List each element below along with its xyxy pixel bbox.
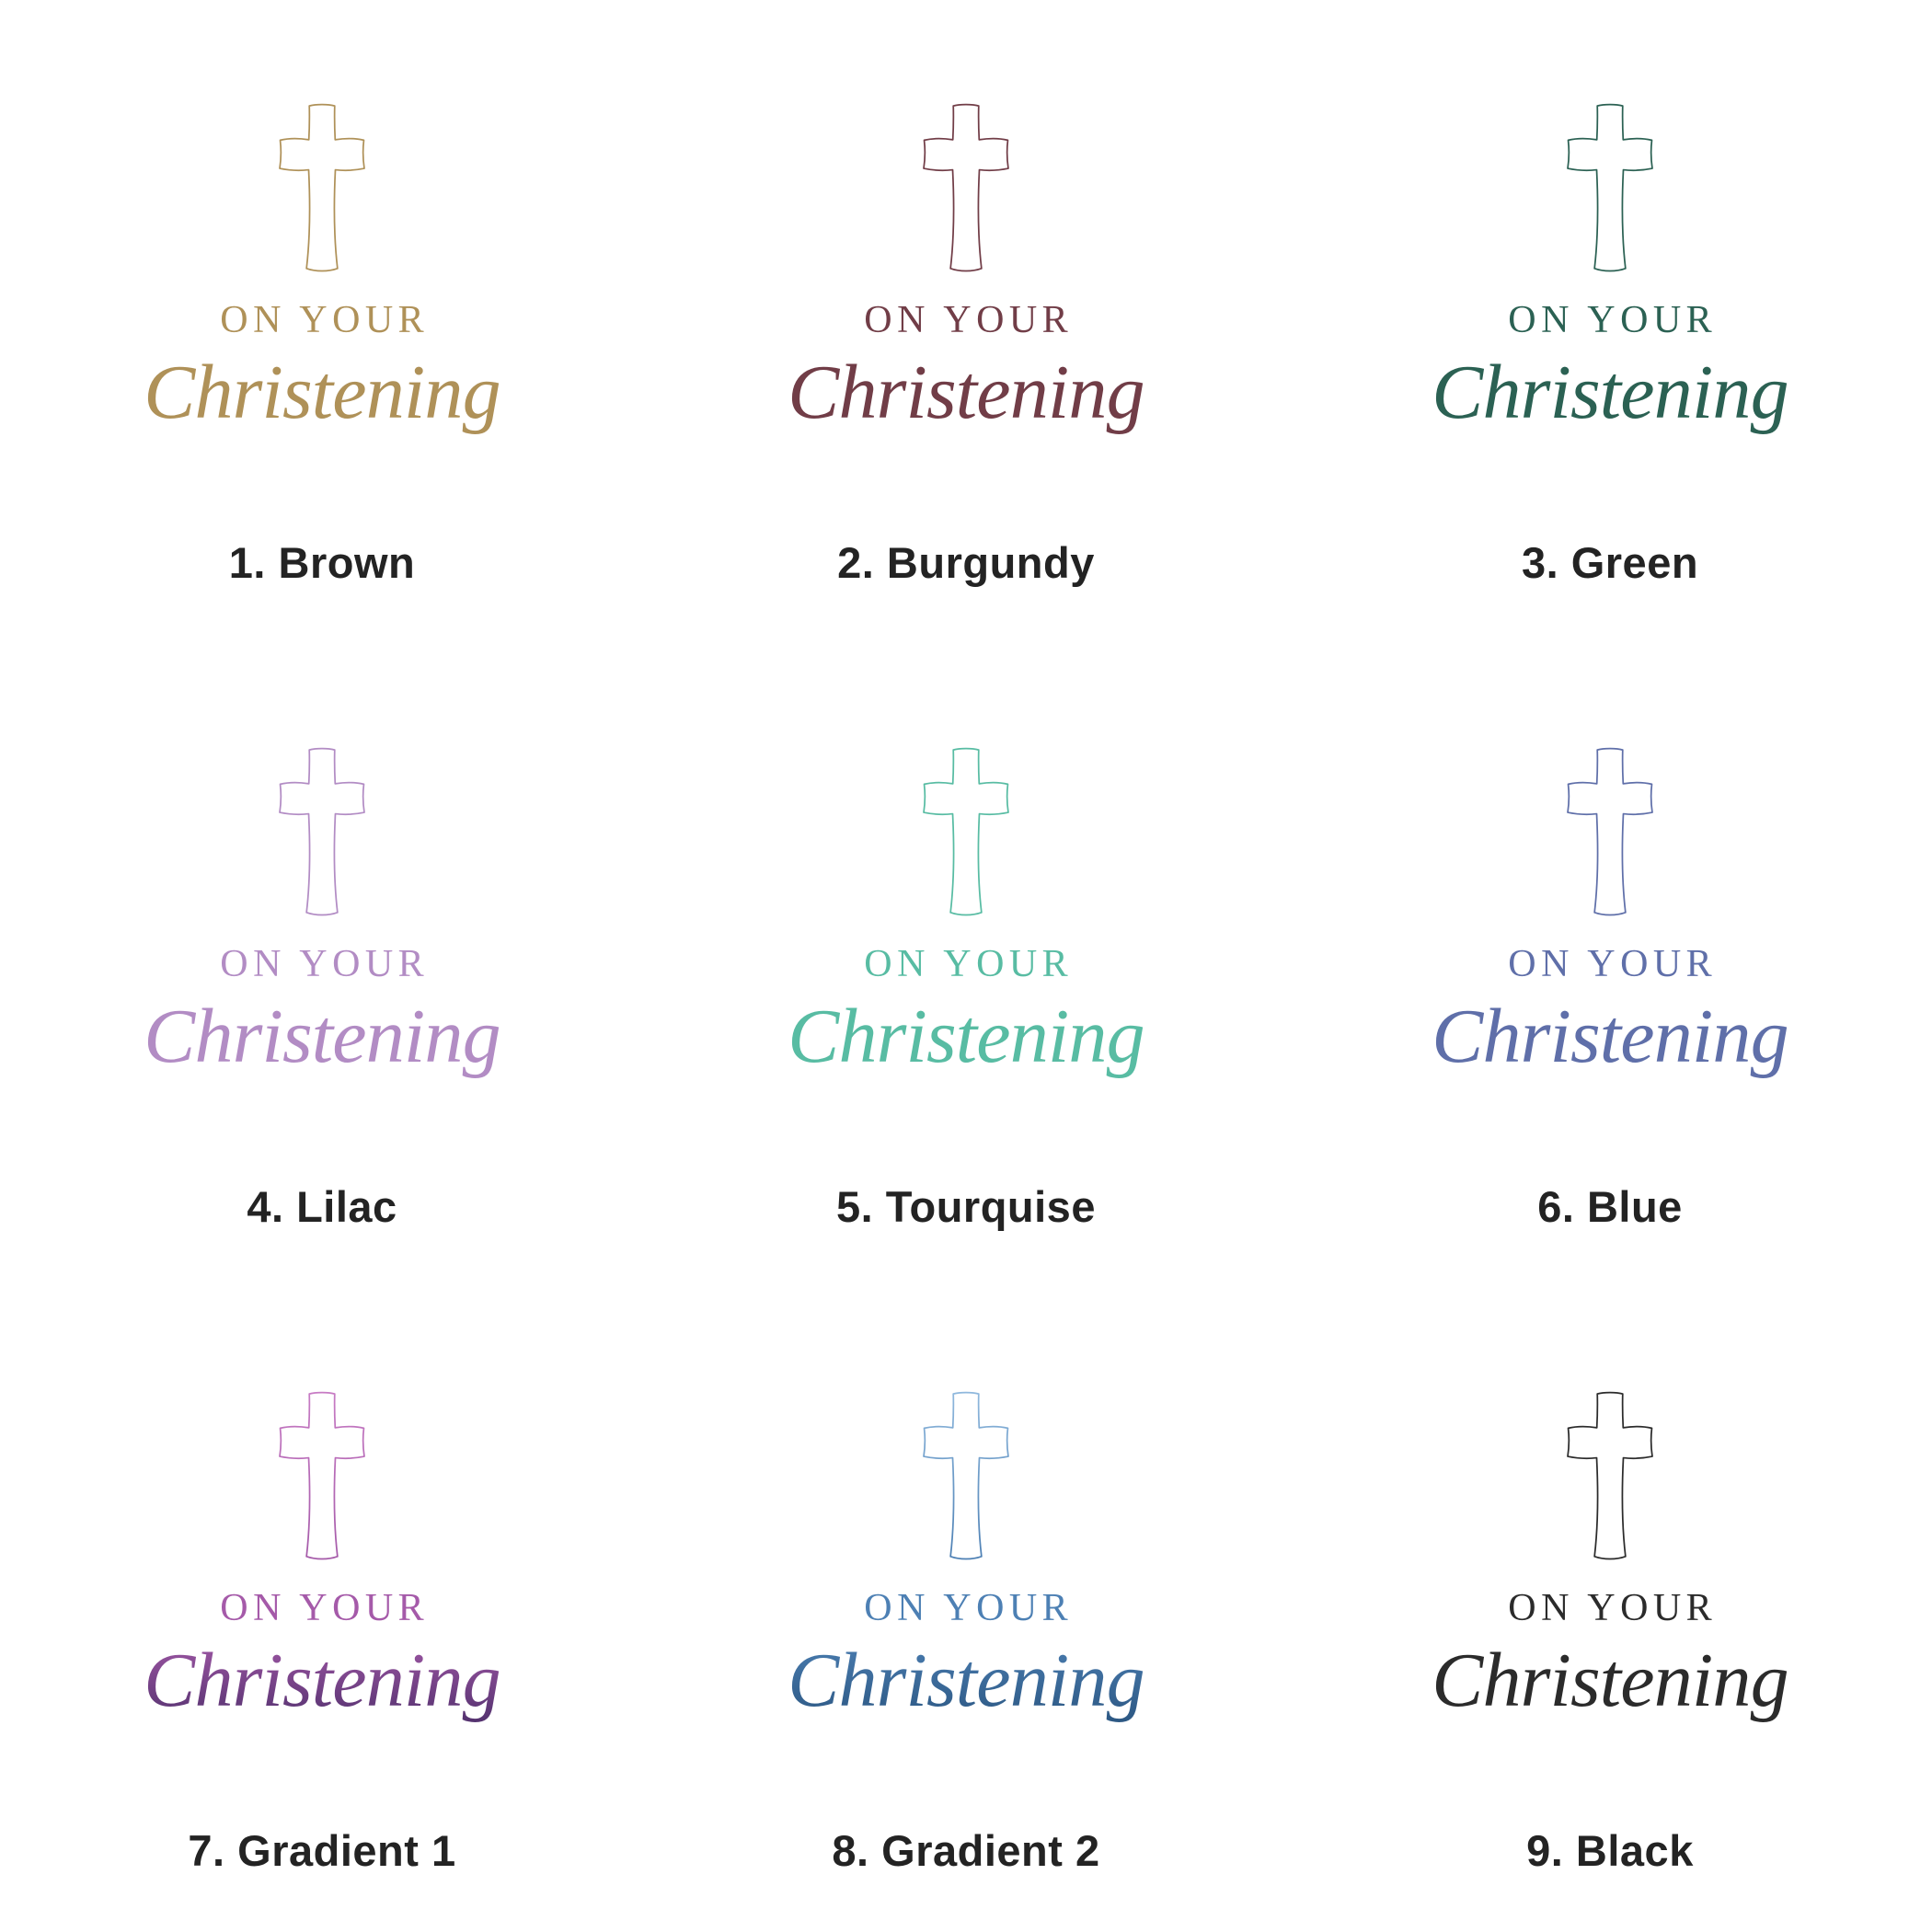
cross-icon (1566, 1391, 1654, 1562)
variant-label-gradient-1: 7. Gradient 1 (188, 1826, 456, 1875)
variant-cell-green (1288, 0, 1932, 644)
christening-script-text: Christening (1432, 994, 1788, 1079)
on-your-text: ON YOUR (220, 943, 430, 985)
variant-cell-burgundy (644, 0, 1288, 644)
christening-script-text: Christening (1432, 350, 1788, 435)
christening-script-text: Christening (788, 994, 1144, 1079)
on-your-text: ON YOUR (220, 299, 430, 341)
on-your-text: ON YOUR (864, 299, 1074, 341)
variant-cell-tourquise (644, 644, 1288, 1288)
christening-design (1288, 644, 1932, 1085)
cross-icon (1566, 103, 1654, 274)
variant-label-blue: 6. Blue (1537, 1182, 1683, 1231)
variant-cell-gradient-2 (644, 1288, 1288, 1932)
variant-label-gradient-2: 8. Gradient 2 (832, 1826, 1100, 1875)
christening-script-text: Christening (788, 1632, 1144, 1729)
cross-icon (278, 747, 366, 918)
variant-cell-blue (1288, 644, 1932, 1288)
christening-design (1288, 0, 1932, 441)
cross-icon (922, 1391, 1010, 1562)
on-your-text: ON YOUR (864, 943, 1074, 985)
on-your-text: ON YOUR (1508, 299, 1718, 341)
variant-label-lilac: 4. Lilac (247, 1182, 397, 1231)
christening-design (0, 0, 644, 441)
christening-script-text: Christening (144, 1632, 500, 1729)
cross-icon (922, 103, 1010, 274)
christening-script-text: Christening (788, 350, 1144, 435)
variant-label-green: 3. Green (1521, 538, 1699, 587)
christening-script-text: Christening (144, 350, 500, 435)
on-your-text: ON YOUR (1508, 943, 1718, 985)
on-your-text: ON YOUR (1508, 1587, 1718, 1629)
christening-design (1288, 1288, 1932, 1729)
variant-cell-gradient-1 (0, 1288, 644, 1932)
cross-icon (922, 747, 1010, 918)
christening-design (644, 1288, 1288, 1729)
variant-cell-black (1288, 1288, 1932, 1932)
christening-script-text: Christening (144, 994, 500, 1079)
variant-label-brown: 1. Brown (228, 538, 416, 587)
variant-cell-lilac (0, 644, 644, 1288)
christening-design (644, 644, 1288, 1085)
on-your-text: ON YOUR (864, 1587, 1074, 1629)
christening-script-text: Christening (1432, 1638, 1788, 1723)
christening-design (644, 0, 1288, 441)
christening-design (0, 1288, 644, 1729)
cross-icon (278, 1391, 366, 1562)
cross-icon (278, 103, 366, 274)
variant-cell-brown (0, 0, 644, 644)
on-your-text: ON YOUR (220, 1587, 430, 1629)
variant-label-tourquise: 5. Tourquise (836, 1182, 1096, 1231)
variant-label-burgundy: 2. Burgundy (837, 538, 1095, 587)
cross-icon (1566, 747, 1654, 918)
christening-design (0, 644, 644, 1085)
variant-label-black: 9. Black (1526, 1826, 1694, 1875)
